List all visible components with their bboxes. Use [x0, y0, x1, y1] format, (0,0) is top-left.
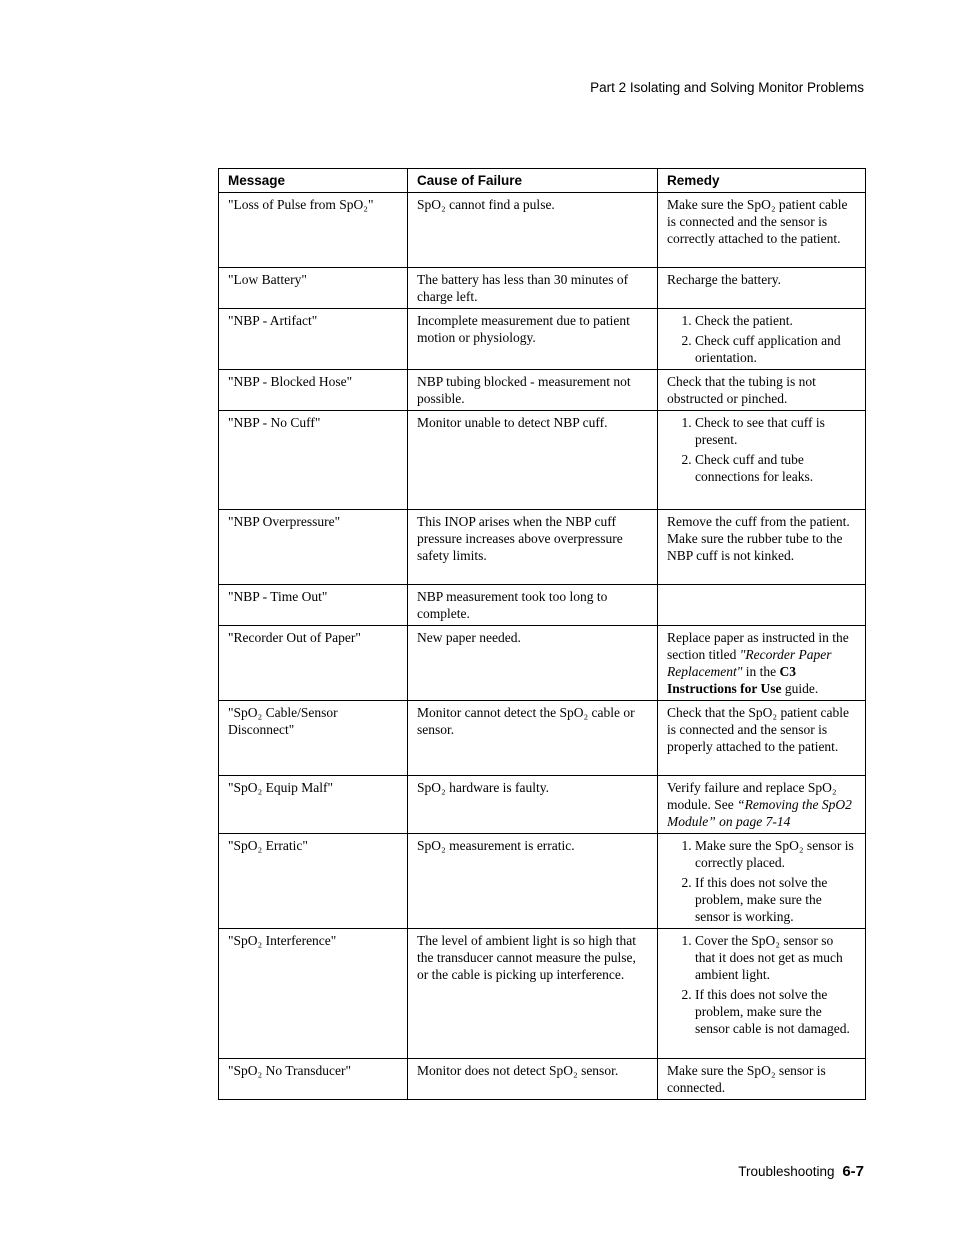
table-row [219, 370, 866, 411]
cause-cell: SpO₂ hardware is faulty. [408, 776, 658, 834]
page-number: 6-7 [842, 1163, 864, 1180]
remedy-text: in the [742, 664, 780, 679]
remedy-cell: Make sure the SpO₂ patient cable is connected and the sensor is correctly attached to the patient. [658, 193, 866, 268]
table-row [219, 1059, 866, 1100]
table-row [219, 701, 866, 776]
message-cell: "SpO₂ Cable/Sensor Disconnect" [219, 701, 408, 776]
remedy-cell [658, 834, 866, 929]
section-reference: "Recorder Paper Replacement" [667, 647, 832, 679]
remedy-steps [667, 312, 856, 366]
message-cell: "NBP Overpressure" [219, 510, 408, 585]
table-row [219, 929, 866, 1059]
cause-cell: This INOP arises when the NBP cuff pressure increases above overpressure safety limits. [408, 510, 658, 585]
remedy-text: guide. [781, 681, 819, 696]
remedy-steps [667, 837, 856, 925]
message-cell: "SpO₂ Equip Malf" [219, 776, 408, 834]
table-row [219, 585, 866, 626]
remedy-step: 2. Check cuff and tube connections for leaks. [695, 451, 856, 485]
remedy-step: 2. Check cuff application and orientation. [695, 332, 856, 366]
remedy-cell: Make sure the SpO₂ sensor is connected. [658, 1059, 866, 1100]
column-header-remedy: Remedy [658, 169, 866, 193]
message-cell: "NBP - Blocked Hose" [219, 370, 408, 411]
running-header: Part 2 Isolating and Solving Monitor Problems [590, 80, 864, 95]
remedy-text: Replace paper as instructed in the section titled [667, 630, 849, 662]
remedy-step: 1. Cover the SpO₂ sensor so that it does not get as much ambient light. [695, 932, 856, 983]
table-header-row [219, 169, 866, 193]
message-cell: "Recorder Out of Paper" [219, 626, 408, 701]
message-cell: "NBP - No Cuff" [219, 411, 408, 510]
table-row [219, 834, 866, 929]
cause-cell: SpO₂ cannot find a pulse. [408, 193, 658, 268]
cause-cell: SpO₂ measurement is erratic. [408, 834, 658, 929]
table-row [219, 626, 866, 701]
cause-cell: NBP measurement took too long to complete. [408, 585, 658, 626]
remedy-cell: Check that the tubing is not obstructed or pinched. [658, 370, 866, 411]
table-row [219, 411, 866, 510]
remedy-cell [658, 626, 866, 701]
cause-cell: NBP tubing blocked - measurement not possible. [408, 370, 658, 411]
remedy-cell [658, 411, 866, 510]
remedy-text: Verify failure and replace SpO₂ module. See [667, 780, 837, 812]
cause-cell: The battery has less than 30 minutes of charge left. [408, 268, 658, 309]
message-cell: "NBP - Artifact" [219, 309, 408, 370]
message-cell: "NBP - Time Out" [219, 585, 408, 626]
remedy-step: 2. If this does not solve the problem, make sure the sensor is working. [695, 874, 856, 925]
table-row [219, 193, 866, 268]
troubleshooting-table [218, 168, 866, 1100]
guide-title: C3 Instructions for Use [667, 664, 797, 696]
page-reference: “Removing the SpO2 Module” on page 7-14 [667, 797, 852, 829]
cause-cell: Monitor unable to detect NBP cuff. [408, 411, 658, 510]
cause-cell: New paper needed. [408, 626, 658, 701]
footer-section: Troubleshooting [738, 1164, 835, 1179]
table-row [219, 268, 866, 309]
column-header-message: Message [219, 169, 408, 193]
remedy-step: 1. Check to see that cuff is present. [695, 414, 856, 448]
message-cell: "SpO₂ No Transducer" [219, 1059, 408, 1100]
remedy-cell [658, 585, 866, 626]
cause-cell: Incomplete measurement due to patient motion or physiology. [408, 309, 658, 370]
table-row [219, 309, 866, 370]
cause-cell: The level of ambient light is so high that the transducer cannot measure the pulse, or the cable is picking up interference. [408, 929, 658, 1059]
message-cell: "Low Battery" [219, 268, 408, 309]
table-row [219, 776, 866, 834]
remedy-step: 1. Check the patient. [695, 312, 856, 329]
remedy-cell [658, 776, 866, 834]
message-cell: "Loss of Pulse from SpO₂" [219, 193, 408, 268]
remedy-step: 1. Make sure the SpO₂ sensor is correctly placed. [695, 837, 856, 871]
column-header-cause: Cause of Failure [408, 169, 658, 193]
page-footer [738, 1163, 864, 1180]
remedy-steps [667, 932, 856, 1037]
message-cell: "SpO₂ Erratic" [219, 834, 408, 929]
remedy-cell [658, 929, 866, 1059]
cause-cell: Monitor cannot detect the SpO₂ cable or sensor. [408, 701, 658, 776]
remedy-cell: Recharge the battery. [658, 268, 866, 309]
remedy-cell: Remove the cuff from the patient. Make sure the rubber tube to the NBP cuff is not kinked. [658, 510, 866, 585]
remedy-cell [658, 309, 866, 370]
table-row [219, 510, 866, 585]
remedy-cell: Check that the SpO₂ patient cable is connected and the sensor is properly attached to the patient. [658, 701, 866, 776]
message-cell: "SpO₂ Interference" [219, 929, 408, 1059]
cause-cell: Monitor does not detect SpO₂ sensor. [408, 1059, 658, 1100]
remedy-steps [667, 414, 856, 485]
remedy-step: 2. If this does not solve the problem, make sure the sensor cable is not damaged. [695, 986, 856, 1037]
